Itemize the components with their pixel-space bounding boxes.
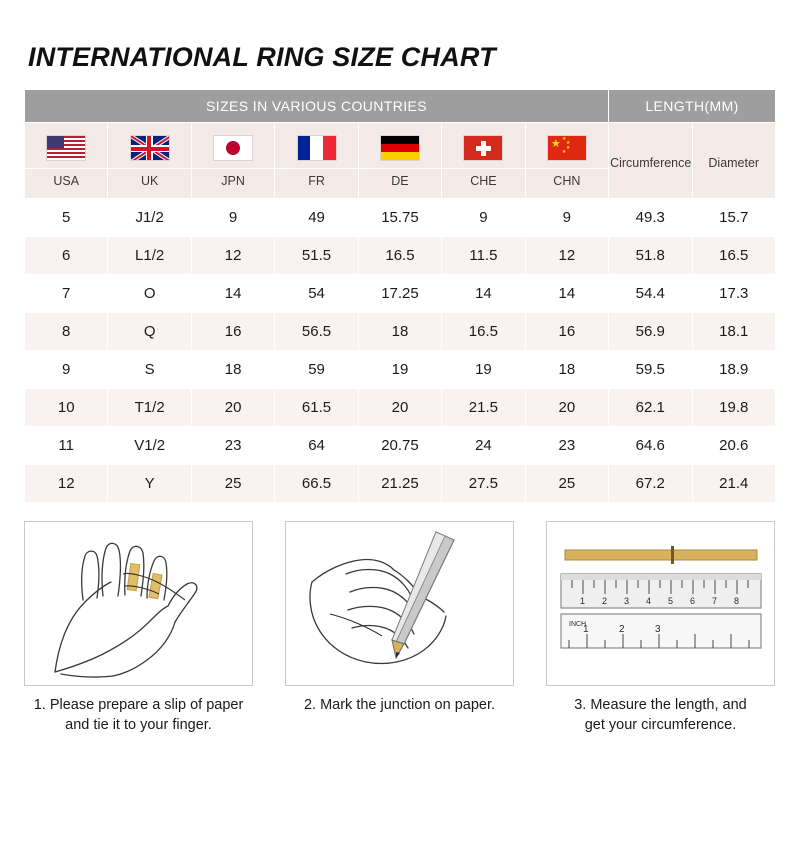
table-row xyxy=(25,465,776,503)
hand-marking-paper-with-pen-illustration xyxy=(285,521,514,686)
cell-de: 20.75 xyxy=(358,427,441,465)
cell-jpn: 9 xyxy=(191,199,274,237)
cell-chn: 9 xyxy=(525,199,608,237)
svg-text:1: 1 xyxy=(583,624,589,635)
step2-drawing xyxy=(286,522,513,685)
cell-chn: 18 xyxy=(525,351,608,389)
cell-diameter: 19.8 xyxy=(692,389,776,427)
cell-circumference: 59.5 xyxy=(609,351,692,389)
group-header-length: LENGTH(MM) xyxy=(609,90,776,123)
cell-jpn: 25 xyxy=(191,465,274,503)
cell-circumference: 62.1 xyxy=(609,389,692,427)
cell-diameter: 16.5 xyxy=(692,237,776,275)
svg-text:5: 5 xyxy=(668,596,674,606)
column-label-fr: FR xyxy=(275,169,358,199)
cell-de: 21.25 xyxy=(358,465,441,503)
cell-chn: 12 xyxy=(525,237,608,275)
cell-uk: T1/2 xyxy=(108,389,191,427)
cell-diameter: 21.4 xyxy=(692,465,776,503)
cell-diameter: 17.3 xyxy=(692,275,776,313)
cell-circumference: 49.3 xyxy=(609,199,692,237)
step1-drawing xyxy=(25,522,252,685)
svg-text:4: 4 xyxy=(646,596,652,606)
svg-text:1: 1 xyxy=(580,596,586,606)
france-flag-cell xyxy=(275,123,358,169)
cell-diameter: 20.6 xyxy=(692,427,776,465)
column-label-uk: UK xyxy=(108,169,191,199)
cell-de: 19 xyxy=(358,351,441,389)
cell-che: 27.5 xyxy=(442,465,525,503)
cell-circumference: 64.6 xyxy=(609,427,692,465)
column-label-usa: USA xyxy=(25,169,108,199)
cell-che: 19 xyxy=(442,351,525,389)
cell-usa: 11 xyxy=(25,427,108,465)
step-3-caption-line2: get your circumference. xyxy=(584,717,737,733)
cell-diameter: 15.7 xyxy=(692,199,776,237)
table-row xyxy=(25,427,776,465)
cell-uk: L1/2 xyxy=(108,237,191,275)
table-row xyxy=(25,313,776,351)
cell-che: 24 xyxy=(442,427,525,465)
cell-usa: 10 xyxy=(25,389,108,427)
cell-circumference: 54.4 xyxy=(609,275,692,313)
japan-flag-cell xyxy=(191,123,274,169)
japan-flag-icon xyxy=(213,135,253,161)
cell-diameter: 18.1 xyxy=(692,313,776,351)
circumference-header: Circumference xyxy=(609,123,692,199)
cell-de: 17.25 xyxy=(358,275,441,313)
column-label-jpn: JPN xyxy=(191,169,274,199)
step-3-caption xyxy=(546,695,775,735)
hand-with-paper-strip-illustration xyxy=(24,521,253,686)
step-3-caption-line1: 3. Measure the length, and xyxy=(574,697,747,713)
cell-circumference: 51.8 xyxy=(609,237,692,275)
cell-fr: 49 xyxy=(275,199,358,237)
svg-text:3: 3 xyxy=(624,596,630,606)
svg-text:2: 2 xyxy=(602,596,608,606)
cell-che: 21.5 xyxy=(442,389,525,427)
diameter-header: Diameter xyxy=(692,123,776,199)
table-row xyxy=(25,389,776,427)
cell-jpn: 20 xyxy=(191,389,274,427)
cell-fr: 66.5 xyxy=(275,465,358,503)
cell-circumference: 67.2 xyxy=(609,465,692,503)
cell-uk: J1/2 xyxy=(108,199,191,237)
step-2-caption xyxy=(285,695,514,715)
svg-text:6: 6 xyxy=(690,596,696,606)
column-label-de: DE xyxy=(358,169,441,199)
germany-flag-cell xyxy=(358,123,441,169)
step-3 xyxy=(546,521,775,735)
cell-chn: 16 xyxy=(525,313,608,351)
cell-usa: 6 xyxy=(25,237,108,275)
china-flag-icon: ★ ★ ★ ★ ★ xyxy=(547,135,587,161)
column-label-chn: CHN xyxy=(525,169,608,199)
france-flag-icon xyxy=(297,135,337,161)
cell-chn: 14 xyxy=(525,275,608,313)
cell-fr: 54 xyxy=(275,275,358,313)
cell-usa: 12 xyxy=(25,465,108,503)
flag-row xyxy=(25,123,776,169)
ruler-measuring-paper-strip-illustration xyxy=(546,521,775,686)
table-row xyxy=(25,275,776,313)
cell-usa: 7 xyxy=(25,275,108,313)
cell-jpn: 12 xyxy=(191,237,274,275)
step-2 xyxy=(285,521,514,735)
cell-jpn: 23 xyxy=(191,427,274,465)
cell-fr: 59 xyxy=(275,351,358,389)
cell-fr: 61.5 xyxy=(275,389,358,427)
cell-de: 18 xyxy=(358,313,441,351)
usa-flag-cell xyxy=(25,123,108,169)
table-row xyxy=(25,351,776,389)
table-header xyxy=(25,90,776,199)
cell-usa: 5 xyxy=(25,199,108,237)
cell-che: 16.5 xyxy=(442,313,525,351)
svg-text:INCH: INCH xyxy=(569,621,587,628)
cell-uk: O xyxy=(108,275,191,313)
cell-de: 16.5 xyxy=(358,237,441,275)
svg-text:8: 8 xyxy=(734,596,740,606)
cell-fr: 51.5 xyxy=(275,237,358,275)
usa-flag-icon xyxy=(46,135,86,161)
cell-chn: 23 xyxy=(525,427,608,465)
step-1-caption-line2: and tie it to your finger. xyxy=(65,717,212,733)
cell-fr: 56.5 xyxy=(275,313,358,351)
cell-che: 14 xyxy=(442,275,525,313)
germany-flag-icon xyxy=(380,135,420,161)
cell-che: 9 xyxy=(442,199,525,237)
uk-flag-cell xyxy=(108,123,191,169)
cell-jpn: 14 xyxy=(191,275,274,313)
instruction-steps xyxy=(24,521,776,735)
group-header-countries: SIZES IN VARIOUS COUNTRIES xyxy=(25,90,609,123)
step3-drawing xyxy=(547,522,774,685)
cell-chn: 25 xyxy=(525,465,608,503)
switzerland-flag-cell xyxy=(442,123,525,169)
cell-fr: 64 xyxy=(275,427,358,465)
table-row xyxy=(25,237,776,275)
cell-circumference: 56.9 xyxy=(609,313,692,351)
table-row xyxy=(25,199,776,237)
svg-text:7: 7 xyxy=(712,596,718,606)
cell-chn: 20 xyxy=(525,389,608,427)
cell-de: 15.75 xyxy=(358,199,441,237)
column-label-che: CHE xyxy=(442,169,525,199)
step-1 xyxy=(24,521,253,735)
china-flag-cell xyxy=(525,123,608,169)
step-1-caption xyxy=(24,695,253,735)
cell-uk: Q xyxy=(108,313,191,351)
ring-size-chart-page xyxy=(0,42,800,842)
cell-jpn: 18 xyxy=(191,351,274,389)
step-2-caption-line1: 2. Mark the junction on paper. xyxy=(303,697,496,713)
table-body xyxy=(25,199,776,503)
cell-uk: V1/2 xyxy=(108,427,191,465)
group-header-row xyxy=(25,90,776,123)
uk-flag-icon xyxy=(130,135,170,161)
cell-usa: 8 xyxy=(25,313,108,351)
svg-text:3: 3 xyxy=(655,624,661,635)
switzerland-flag-icon xyxy=(463,135,503,161)
cell-diameter: 18.9 xyxy=(692,351,776,389)
ring-size-table xyxy=(24,89,776,503)
step-1-caption-line1: 1. Please prepare a slip of paper xyxy=(33,697,244,713)
cell-de: 20 xyxy=(358,389,441,427)
page-title: INTERNATIONAL RING SIZE CHART xyxy=(28,42,496,72)
cell-jpn: 16 xyxy=(191,313,274,351)
svg-text:2: 2 xyxy=(619,624,625,635)
cell-uk: Y xyxy=(108,465,191,503)
cell-uk: S xyxy=(108,351,191,389)
cell-che: 11.5 xyxy=(442,237,525,275)
cell-usa: 9 xyxy=(25,351,108,389)
